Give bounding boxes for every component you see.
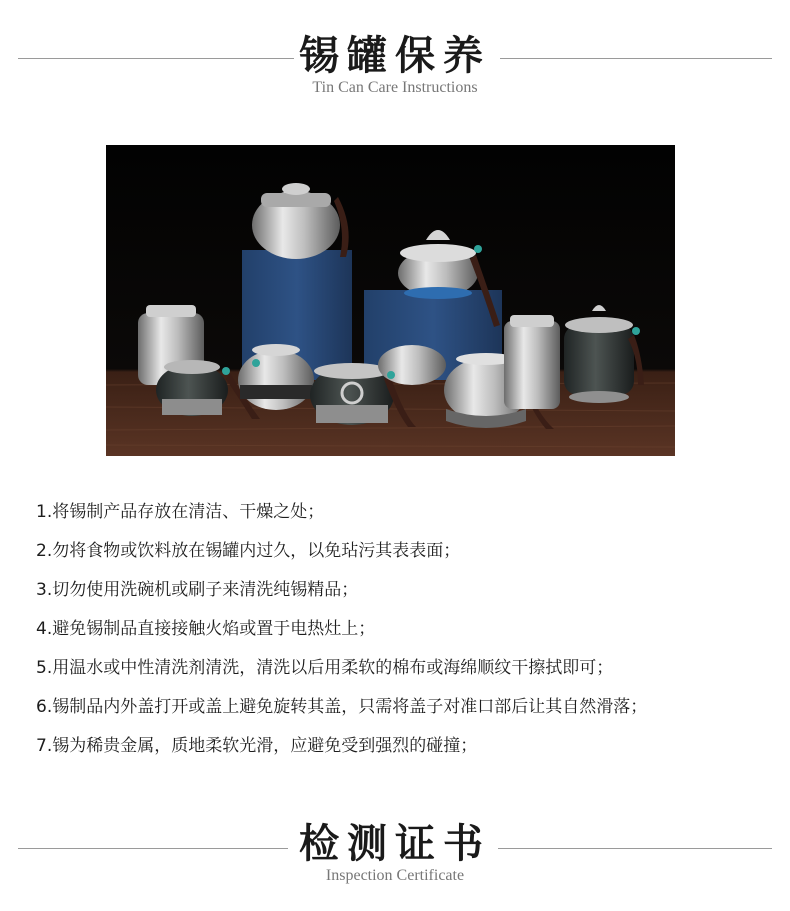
care-instructions-list [36, 498, 776, 771]
care-item-2: 2.勿将食物或饮料放在锡罐内过久，以免玷污其表表面； [36, 541, 461, 561]
care-item-3: 3.切勿使用洗碗机或刷子来清洗纯锡精品； [36, 580, 359, 600]
certificate-section-title: 检测证书 [299, 820, 491, 867]
care-item-4: 4.避免锡制品直接接触火焰或置于电热灶上； [36, 619, 376, 639]
care-item-5: 5.用温水或中性清洗剂清洗，清洗以后用柔软的棉布或海绵顺纹干擦拭即可； [36, 658, 614, 678]
care-item-1: 1.将锡制产品存放在清洁、干燥之处； [36, 502, 325, 522]
certificate-section-subtitle: Inspection Certificate [325, 867, 465, 884]
care-section-title: 锡罐保养 [299, 32, 491, 79]
certificate-section-header [0, 818, 790, 898]
care-section-header [0, 30, 790, 100]
care-item-6: 6.锡制品内外盖打开或盖上避免旋转其盖，只需将盖子对准口部后让其自然滑落； [36, 697, 648, 717]
care-item-7: 7.锡为稀贵金属，质地柔软光滑，应避免受到强烈的碰撞； [36, 736, 478, 756]
product-photo [106, 145, 675, 456]
care-section-subtitle: Tin Can Care Instructions [312, 79, 478, 96]
